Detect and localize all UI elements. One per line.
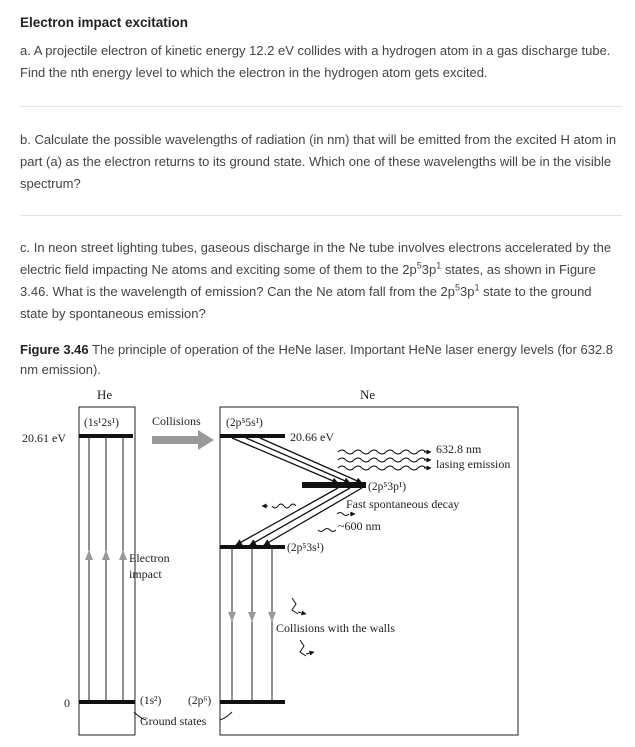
fast-decay-label: Fast spontaneous decay <box>346 497 460 511</box>
figure-caption <box>20 340 624 380</box>
lasing-wavelength: 632.8 nm <box>436 442 482 456</box>
question-c: c. In neon street lighting tubes, gaseous discharge in the Ne tube involves electrons accelerated by the electric field impacting Ne atoms and exciting some of them to the $2p^53p^1$ states, as shown in Figure 3.46. What is the wavelength of emission? Can the Ne atom fall from the $2p^53p^1$ state to the ground state by spontaneous emission? <box>20 240 612 321</box>
he-label: He <box>97 387 113 402</box>
energy-zero: 0 <box>64 696 70 710</box>
lasing-emission-label: lasing emission <box>436 457 511 471</box>
collisions-arrow <box>152 430 214 450</box>
collisions-label: Collisions <box>152 414 201 428</box>
ne-label: Ne <box>360 387 376 402</box>
energy-20-66: 20.66 eV <box>290 430 334 444</box>
he-box <box>79 407 135 735</box>
electron-label: Electron <box>129 551 170 565</box>
divider <box>20 215 622 216</box>
he-excited-config: (1s¹2s¹) <box>84 417 120 429</box>
lasing-wave <box>338 450 426 454</box>
ne-3p-config: (2p⁵3p¹) <box>368 481 407 493</box>
impact-label: impact <box>129 567 162 581</box>
ne-3s-config: (2p⁵3s¹) <box>287 542 324 554</box>
question-b: b. Calculate the possible wavelengths of radiation (in nm) that will be emitted from the excited H atom in part (a) as the electron returns to its ground state. Which one of these wavelengths will be in the visible spectrum? <box>20 132 617 191</box>
ground-states-label: Ground states <box>140 714 207 728</box>
wavelength-600: ~600 nm <box>338 519 381 533</box>
collisions-walls-label: Collisions with the walls <box>276 621 396 635</box>
divider <box>20 106 622 107</box>
ne-5s-config: (2p⁵5s¹) <box>226 417 263 429</box>
figure-caption-text: The principle of operation of the HeNe laser. Important HeNe laser energy levels (for 632.8 nm emission). <box>20 342 614 377</box>
figure-label: Figure 3.46 <box>20 342 89 357</box>
page-title: Electron impact excitation <box>20 15 189 30</box>
he-ground-config: (1s²) <box>140 695 162 707</box>
ne-ground-config: (2p⁶) <box>188 695 212 707</box>
hene-energy-diagram <box>0 380 635 747</box>
energy-20-61: 20.61 eV <box>22 431 66 445</box>
question-a: a. A projectile electron of kinetic energy 12.2 eV collides with a hydrogen atom in a gas discharge tube. Find the nth energy level to which the electron in the hydrogen atom gets excited. <box>20 43 611 80</box>
